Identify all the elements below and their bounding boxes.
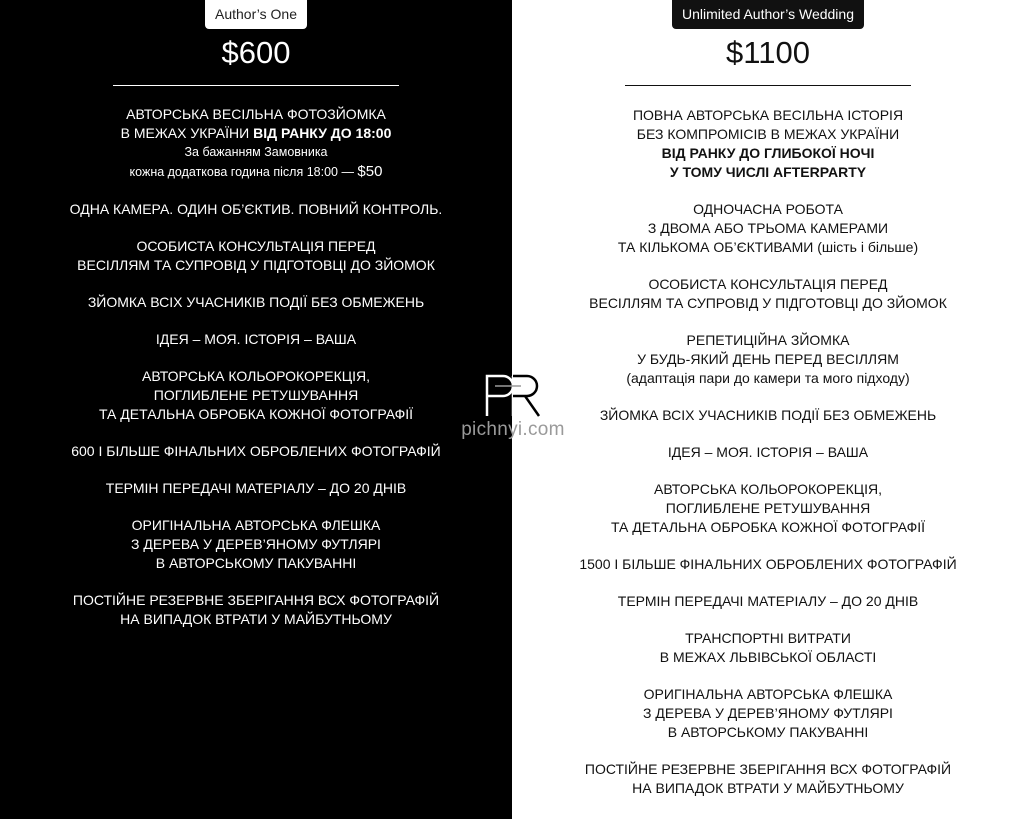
feature-line: ВЕСІЛЛЯМ ТА СУПРОВІД У ПІДГОТОВЦІ ДО ЗЙОМОК [77,257,435,273]
feature-line: 1500 І БІЛЬШЕ ФІНАЛЬНИХ ОБРОБЛЕНИХ ФОТОГРАФІЙ [579,556,957,572]
feature-item [0,330,512,349]
feature-note: кожна додаткова година після 18:00 — $50 [129,163,383,180]
feature-line: ПОСТІЙНЕ РЕЗЕРВНЕ ЗБЕРІГАННЯ ВСХ ФОТОГРАФІЙ [72,592,440,608]
feature-line: ТЕРМІН ПЕРЕДАЧІ МАТЕРІАЛУ – ДО 20 ДНІВ [105,480,407,496]
feature-item [512,406,1024,425]
feature-line: ЗЙОМКА ВСІХ УЧАСНИКІВ ПОДІЇ БЕЗ ОБМЕЖЕНЬ [87,294,425,310]
divider [625,85,911,86]
feature-item [512,443,1024,462]
feature-line: ОДНА КАМЕРА. ОДИН ОБ’ЄКТИВ. ПОВНИЙ КОНТРОЛЬ. [69,201,443,217]
feature-line: В АВТОРСЬКОМУ ПАКУВАННІ [155,555,357,571]
feature-line: РЕПЕТИЦІЙНА ЗЙОМКА [686,332,850,348]
feature-line: ПОВНА АВТОРСЬКА ВЕСІЛЬНА ІСТОРІЯ [632,107,904,123]
feature-line: ТА ДЕТАЛЬНА ОБРОБКА КОЖНОЇ ФОТОГРАФІЇ [98,406,414,422]
feature-line: ПОГЛИБЛЕНЕ РЕТУШУВАННЯ [153,387,359,403]
feature-item [0,591,512,629]
feature-line: ОСОБИСТА КОНСУЛЬТАЦІЯ ПЕРЕД [648,276,888,292]
feature-line-bold: ВІД РАНКУ ДО ГЛИБОКОЇ НОЧІ [661,145,875,161]
feature-item [512,629,1024,667]
feature-line: ПОГЛИБЛЕНЕ РЕТУШУВАННЯ [665,500,871,516]
feature-item [0,200,512,219]
feature-line: ІДЕЯ – МОЯ. ІСТОРІЯ – ВАША [155,331,357,347]
feature-line: ВЕСІЛЛЯМ ТА СУПРОВІД У ПІДГОТОВЦІ ДО ЗЙОМОК [589,295,947,311]
feature-item [0,442,512,461]
feature-line: АВТОРСЬКА ВЕСІЛЬНА ФОТОЗЙОМКА [126,106,386,122]
feature-item [512,275,1024,313]
feature-item [0,479,512,498]
feature-line: 600 І БІЛЬШЕ ФІНАЛЬНИХ ОБРОБЛЕНИХ ФОТОГРАФІЙ [71,443,441,459]
package-price: $600 [221,35,291,70]
feature-item [512,200,1024,257]
feature-line: АВТОРСЬКА КОЛЬОРОКОРЕКЦІЯ, [654,481,882,497]
feature-line: У БУДЬ-ЯКИЙ ДЕНЬ ПЕРЕД ВЕСІЛЛЯМ [637,351,899,367]
feature-line: ІДЕЯ – МОЯ. ІСТОРІЯ – ВАША [667,444,869,460]
feature-line: (адаптація пари до камери та мого підходу) [626,370,910,386]
feature-line: ТРАНСПОРТНІ ВИТРАТИ [685,630,851,646]
package-price: $1100 [726,35,810,70]
feature-list [0,105,512,647]
watermark [450,372,576,448]
feature-line-bold: У ТОМУ ЧИСЛІ AFTERPARTY [669,164,867,180]
feature-item [512,331,1024,388]
feature-line: ОРИГІНАЛЬНА АВТОРСЬКА ФЛЕШКА [131,517,381,533]
feature-item [512,592,1024,611]
feature-line: АВТОРСЬКА КОЛЬОРОКОРЕКЦІЯ, [142,368,370,384]
feature-line: БЕЗ КОМПРОМІСІВ В МЕЖАХ УКРАЇНИ [636,126,900,142]
feature-line: З ДЕРЕВА У ДЕРЕВ’ЯНОМУ ФУТЛЯРІ [131,536,381,552]
addon-hour-price: $50 [357,163,383,180]
feature-line: ЗЙОМКА ВСІХ УЧАСНИКІВ ПОДІЇ БЕЗ ОБМЕЖЕНЬ [599,407,937,423]
feature-item [0,516,512,573]
feature-line: З ДВОМА АБО ТРЬОМА КАМЕРАМИ [647,220,889,236]
divider [113,85,399,86]
feature-line: НА ВИПАДОК ВТРАТИ У МАЙБУТНЬОМУ [120,611,392,627]
feature-item [0,293,512,312]
feature-line: З ДЕРЕВА У ДЕРЕВ’ЯНОМУ ФУТЛЯРІ [643,705,893,721]
feature-line: ТЕРМІН ПЕРЕДАЧІ МАТЕРІАЛУ – ДО 20 ДНІВ [617,593,919,609]
feature-item [512,685,1024,742]
feature-line: ТА ДЕТАЛЬНА ОБРОБКА КОЖНОЇ ФОТОГРАФІЇ [610,519,926,535]
feature-line: В МЕЖАХ ЛЬВІВСЬКОЇ ОБЛАСТІ [659,649,877,665]
package-unlimited-authors-wedding [512,0,1024,819]
feature-line: В МЕЖАХ УКРАЇНИ ВІД РАНКУ ДО 18:00 [120,125,392,141]
feature-line: ТА КІЛЬКОМА ОБ’ЄКТИВАМИ (шість і більше) [617,239,919,255]
feature-note: За бажанням Замовника [184,145,328,159]
watermark-text: pichnyi.com [461,419,565,440]
feature-line: НА ВИПАДОК ВТРАТИ У МАЙБУТНЬОМУ [632,780,904,796]
feature-item [512,106,1024,182]
feature-line: ОДНОЧАСНА РОБОТА [693,201,843,217]
feature-list [512,106,1024,816]
feature-item [512,555,1024,574]
pr-monogram-logo-icon [481,372,545,418]
feature-line: ОРИГІНАЛЬНА АВТОРСЬКА ФЛЕШКА [643,686,893,702]
package-name-badge: Unlimited Author’s Wedding [672,0,864,29]
feature-item [0,105,512,182]
feature-item [0,237,512,275]
feature-item [0,367,512,424]
feature-line: ОСОБИСТА КОНСУЛЬТАЦІЯ ПЕРЕД [136,238,376,254]
feature-line: ПОСТІЙНЕ РЕЗЕРВНЕ ЗБЕРІГАННЯ ВСХ ФОТОГРАФІЙ [584,761,952,777]
package-name-badge: Author’s One [205,0,307,29]
feature-item [512,760,1024,798]
feature-line: В АВТОРСЬКОМУ ПАКУВАННІ [667,724,869,740]
feature-item [512,480,1024,537]
